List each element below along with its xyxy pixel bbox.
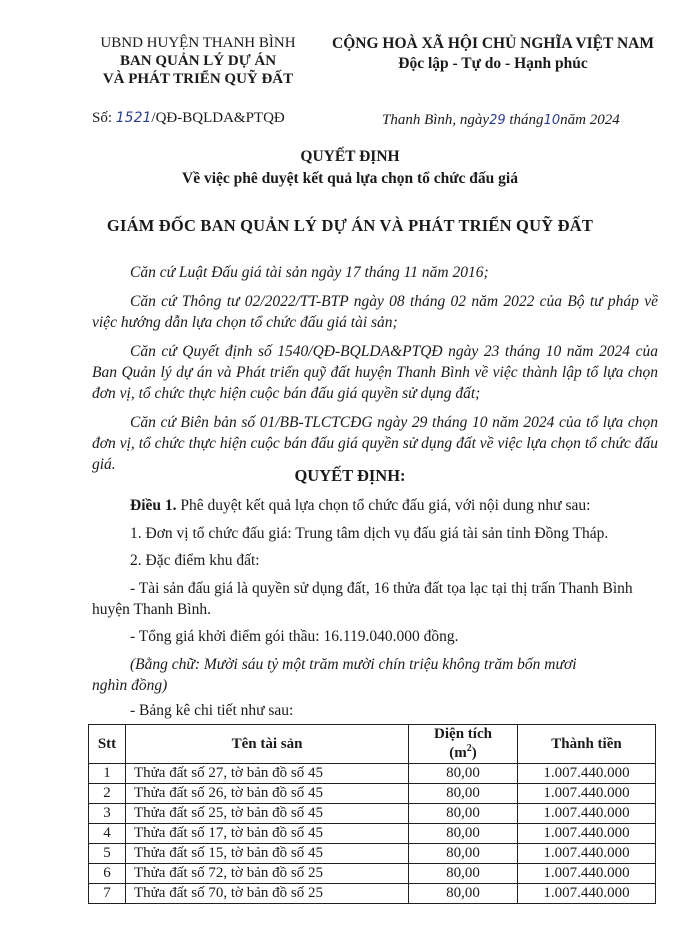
country-name: CỘNG HOÀ XÃ HỘI CHỦ NGHĨA VIỆT NAM (332, 35, 654, 52)
cell-stt: 2 (89, 784, 126, 804)
item-text: 2. Đặc điểm khu đất: (130, 552, 260, 569)
document-type-title: QUYẾT ĐỊNH (300, 148, 400, 165)
asset-description-cont: huyện Thanh Bình. (92, 601, 211, 618)
decision-heading: QUYẾT ĐỊNH: (294, 466, 406, 485)
col-amount: Thành tiền (518, 725, 656, 764)
cell-name: Thửa đất số 26, tờ bản đồ số 45 (126, 784, 409, 804)
cell-stt: 5 (89, 844, 126, 864)
col-area (409, 725, 518, 764)
article-1 (92, 495, 658, 516)
item-text: 1. Đơn vị tổ chức đấu giá: Trung tâm dịch vụ đấu giá tài sản tỉnh Đồng Tháp. (130, 525, 609, 542)
cell-area: 80,00 (409, 864, 518, 884)
starting-price (92, 626, 658, 647)
table-intro (92, 700, 658, 721)
article-1-item-1 (92, 523, 658, 544)
item-text: (Bằng chữ: Mười sáu tỷ một trăm mười chín triệu không trăm bốn mươi (130, 656, 577, 673)
issuer-block (78, 34, 318, 88)
col-area-sup: 2 (466, 743, 472, 754)
cell-area: 80,00 (409, 804, 518, 824)
issue-date (382, 112, 620, 129)
article-1-label: Điều 1. (130, 497, 177, 514)
cell-area: 80,00 (409, 824, 518, 844)
date-day-handwritten: 29 (489, 113, 506, 128)
motto: Độc lập - Tự do - Hạnh phúc (398, 55, 588, 72)
cell-name: Thửa đất số 17, tờ bản đồ số 45 (126, 824, 409, 844)
issuer-line-1: UBND HUYỆN THANH BÌNH (100, 35, 296, 51)
col-area-close: ) (471, 745, 477, 761)
col-area-label: Diện tích (434, 726, 492, 742)
cell-name: Thửa đất số 25, tờ bản đồ số 45 (126, 804, 409, 824)
asset-description (92, 578, 658, 599)
item-text: - Tài sản đấu giá là quyền sử dụng đất, 16 thửa đất tọa lạc tại thị trấn Thanh Bình (130, 580, 633, 597)
col-name: Tên tài sản (126, 725, 409, 764)
table-row (89, 784, 656, 804)
table-row (89, 824, 656, 844)
doc-number-suffix: /QĐ-BQLDA&PTQĐ (151, 110, 285, 126)
legal-basis-text: Căn cứ Luật Đấu giá tài sản ngày 17 tháng 11 năm 2016; (130, 264, 489, 281)
asset-table (88, 724, 656, 904)
item-text: - Tổng giá khởi điểm gói thầu: 16.119.040.000 đồng. (130, 628, 459, 645)
cell-name: Thửa đất số 72, tờ bản đồ số 25 (126, 864, 409, 884)
legal-basis-3 (92, 341, 658, 404)
cell-stt: 4 (89, 824, 126, 844)
doc-number-prefix: Số: (92, 110, 116, 126)
legal-basis-2 (92, 291, 658, 333)
issuer-line-2: BAN QUẢN LÝ DỰ ÁN (119, 53, 277, 69)
cell-amount: 1.007.440.000 (518, 844, 656, 864)
authority-title: GIÁM ĐỐC BAN QUẢN LÝ DỰ ÁN VÀ PHÁT TRIỂN QUỸ ĐẤT (106, 216, 594, 235)
col-stt: Stt (89, 725, 126, 764)
legal-basis-text: Căn cứ Thông tư 02/2022/TT-BTP ngày 08 tháng 02 năm 2022 của Bộ tư pháp về việc hướng dẫn lựa chọn tổ chức đấu giá tài sản; (92, 293, 658, 331)
issuer-line-3: VÀ PHÁT TRIỂN QUỸ ĐẤT (102, 71, 294, 87)
document-number (92, 110, 285, 127)
table-row (89, 884, 656, 904)
cell-area: 80,00 (409, 784, 518, 804)
date-place: Thanh Bình, ngày (382, 112, 490, 128)
legal-basis-text: Căn cứ Quyết định số 1540/QĐ-BQLDA&PTQĐ ngày 23 tháng 10 năm 2024 của Ban Quản lý dự án và Phát triển quỹ đất huyện Thanh Bình về việc thành lập tổ lựa chọn đơn vị, tổ chức thực hiện cuộc bán đấu giá quyền sử dụng đất; (92, 343, 658, 402)
cell-amount: 1.007.440.000 (518, 824, 656, 844)
cell-area: 80,00 (409, 884, 518, 904)
cell-stt: 7 (89, 884, 126, 904)
legal-basis-text: Căn cứ Biên bản số 01/BB-TLCTCĐG ngày 29 tháng 10 năm 2024 của tổ lựa chọn đơn vị, tổ chức thực hiện cuộc bán đấu giá quyền sử dụng đất về việc lựa chọn tổ chức đấu giá. (92, 414, 658, 473)
price-in-words-cont: nghìn đồng) (92, 677, 168, 694)
national-motto-block (318, 34, 668, 74)
legal-basis-1 (92, 262, 658, 283)
table-row (89, 844, 656, 864)
table-row (89, 764, 656, 784)
price-in-words (92, 654, 658, 675)
date-year: năm 2024 (560, 112, 620, 128)
table-row (89, 804, 656, 824)
cell-name: Thửa đất số 15, tờ bản đồ số 45 (126, 844, 409, 864)
document-subject: Về việc phê duyệt kết quả lựa chọn tổ chức đấu giá (182, 170, 518, 187)
cell-amount: 1.007.440.000 (518, 884, 656, 904)
cell-amount: 1.007.440.000 (518, 864, 656, 884)
article-1-text: Phê duyệt kết quả lựa chọn tổ chức đấu giá, với nội dung như sau: (176, 497, 591, 514)
date-month-word: tháng (505, 112, 544, 128)
col-area-unit: (m (449, 745, 467, 761)
doc-number-handwritten: 1521 (115, 110, 152, 126)
cell-area: 80,00 (409, 844, 518, 864)
cell-stt: 3 (89, 804, 126, 824)
article-1-item-2 (92, 550, 658, 571)
cell-name: Thửa đất số 27, tờ bản đồ số 45 (126, 764, 409, 784)
table-header-row (89, 725, 656, 764)
date-month-handwritten: 10 (543, 113, 561, 128)
cell-area: 80,00 (409, 764, 518, 784)
cell-amount: 1.007.440.000 (518, 804, 656, 824)
cell-stt: 1 (89, 764, 126, 784)
cell-name: Thửa đất số 70, tờ bản đồ số 25 (126, 884, 409, 904)
cell-amount: 1.007.440.000 (518, 764, 656, 784)
cell-stt: 6 (89, 864, 126, 884)
item-text: - Bảng kê chi tiết như sau: (130, 702, 294, 719)
cell-amount: 1.007.440.000 (518, 784, 656, 804)
table-row (89, 864, 656, 884)
